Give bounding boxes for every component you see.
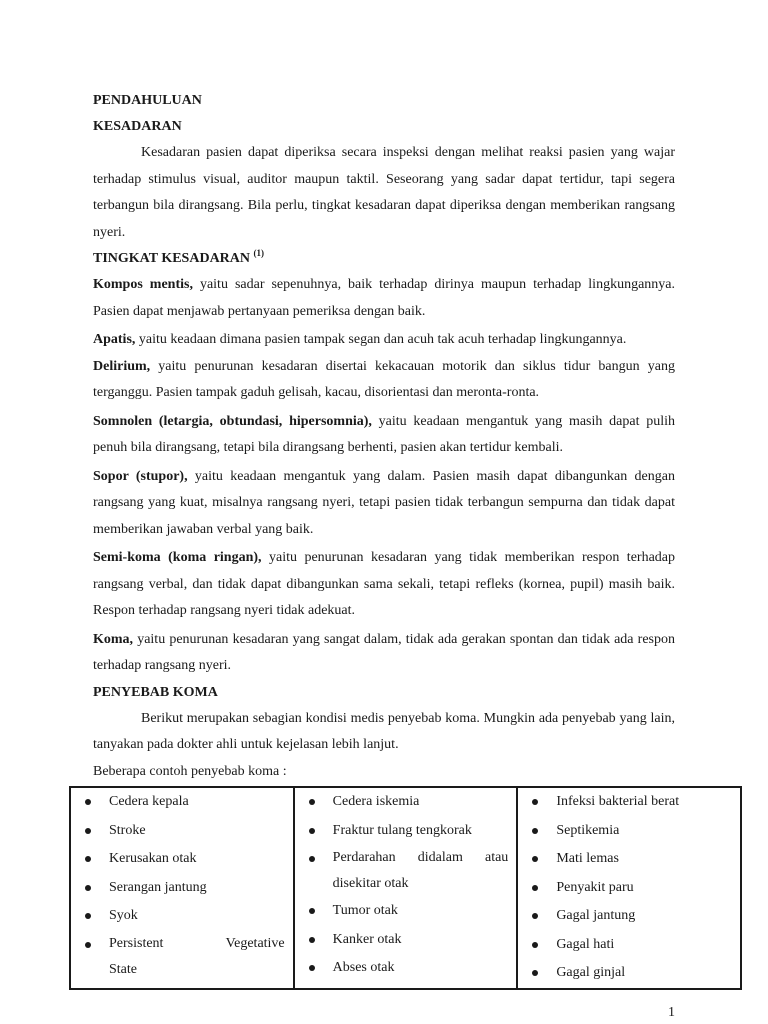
- document-body: [93, 88, 675, 785]
- level-semi-koma: [93, 545, 675, 625]
- level-apatis: [93, 327, 675, 354]
- list-item-line: State: [109, 961, 137, 977]
- list-item: Syok: [109, 902, 285, 931]
- list-item: Infeksi bakterial berat: [556, 788, 732, 817]
- level-text: yaitu keadaan dimana pasien tampak segan dan acuh tak acuh terhadap lingkungannya.: [135, 332, 627, 347]
- level-kompos-mentis: [93, 272, 675, 325]
- heading-kesadaran: KESADARAN: [93, 119, 182, 134]
- causes-column-2: [294, 787, 518, 989]
- heading-penyebab-koma: PENYEBAB KOMA: [93, 684, 218, 700]
- causes-column-3: [517, 787, 741, 989]
- level-term: Delirium,: [93, 358, 151, 374]
- list-item: Gagal ginjal: [556, 959, 732, 988]
- level-text: yaitu sadar sepenuhnya, baik terhadap dirinya maupun terhadap lingkungannya. Pasien dapat menjawab pertanyaan pemeriksa dengan baik.: [93, 277, 676, 319]
- level-somnolen: [93, 409, 675, 462]
- list-item: Gagal jantung: [556, 902, 732, 931]
- list-item: [333, 845, 509, 897]
- level-term: Semi-koma (koma ringan),: [93, 550, 262, 565]
- list-item: Septikemia: [556, 817, 732, 846]
- page-number: 1: [668, 1005, 675, 1020]
- list-item: Gagal hati: [556, 931, 732, 960]
- causes-column-1: [70, 787, 294, 989]
- level-text: yaitu keadaan mengantuk yang masih dapat pulih penuh bila dirangsang, tetapi bila dirangsang berhenti, pasien akan tertidur kembali.: [93, 413, 675, 455]
- level-term: Somnolen (letargia, obtundasi, hipersomnia),: [93, 413, 372, 429]
- causes-list-2: [295, 788, 517, 983]
- level-sopor: [93, 464, 675, 544]
- examples-label: Beberapa contoh penyebab koma :: [93, 763, 287, 779]
- level-koma: [93, 627, 675, 680]
- list-item: Cedera iskemia: [333, 788, 509, 817]
- heading-tingkat-kesadaran: [93, 246, 675, 272]
- list-item: Cedera kepala: [109, 788, 285, 817]
- level-term: Koma,: [93, 631, 134, 647]
- level-text: yaitu keadaan mengantuk yang dalam. Pasien masih dapat dibangunkan dengan rangsang yang kuat, misalnya rangsang nyeri, tetapi pasien tidak terbangun sempurna dan tidak dapat memberikan jawaban verbal yang baik.: [93, 468, 675, 537]
- level-term: Apatis,: [93, 332, 136, 347]
- list-item: Mati lemas: [556, 845, 732, 874]
- list-item: Kanker otak: [333, 926, 509, 955]
- list-item: Stroke: [109, 817, 285, 846]
- list-item-line: Persistent Vegetative: [109, 935, 285, 951]
- list-item: Tumor otak: [333, 897, 509, 926]
- heading-pendahuluan: PENDAHULUAN: [93, 93, 202, 108]
- level-text: yaitu penurunan kesadaran yang tidak memberikan respon terhadap rangsang verbal, dan tidak dapat dibangunkan sama sekali, tetapi refleks (kornea, pupil) masih baik. Respon terhadap rangsang nyeri tidak adekuat.: [93, 550, 675, 618]
- reference-marker: (1): [253, 248, 265, 258]
- level-text: yaitu penurunan kesadaran disertai kekacauan motorik dan siklus tidur bangun yang terganggu. Pasien tampak gaduh gelisah, kacau, disorientasi dan meronta-ronta.: [93, 358, 675, 400]
- causes-intro-paragraph: Berikut merupakan sebagian kondisi medis penyebab koma. Mungkin ada penyebab yang lain, tanyakan pada dokter ahli untuk kejelasan lebih lanjut.: [93, 710, 675, 752]
- list-item-line: Perdarahan didalam atau: [332, 850, 509, 865]
- list-item: Kerusakan otak: [109, 845, 285, 874]
- list-item: [109, 931, 285, 983]
- list-item-line: disekitar otak: [332, 876, 409, 891]
- level-term: Sopor (stupor),: [93, 468, 188, 484]
- list-item: Abses otak: [333, 954, 509, 983]
- list-item: Penyakit paru: [556, 874, 732, 903]
- causes-table: [69, 786, 742, 990]
- level-text: yaitu penurunan kesadaran yang sangat dalam, tidak ada gerakan spontan dan tidak ada respon terhadap rangsang nyeri.: [93, 631, 675, 673]
- intro-paragraph: Kesadaran pasien dapat diperiksa secara inspeksi dengan melihat reaksi pasien yang wajar terhadap stimulus visual, auditor maupun taktil. Seseorang yang sadar dapat tertidur, tapi segera terbangun bila dirangsang. Bila perlu, tingkat kesadaran dapat diperiksa dengan memberikan rangsang nyeri.: [93, 145, 675, 240]
- causes-list-1: [71, 788, 293, 983]
- heading-tingkat-text: TINGKAT KESADARAN: [93, 251, 251, 266]
- causes-list-3: [518, 788, 740, 988]
- list-item: Fraktur tulang tengkorak: [333, 817, 509, 846]
- level-term: Kompos mentis,: [93, 277, 193, 292]
- list-item: Serangan jantung: [109, 874, 285, 903]
- level-delirium: [93, 354, 675, 407]
